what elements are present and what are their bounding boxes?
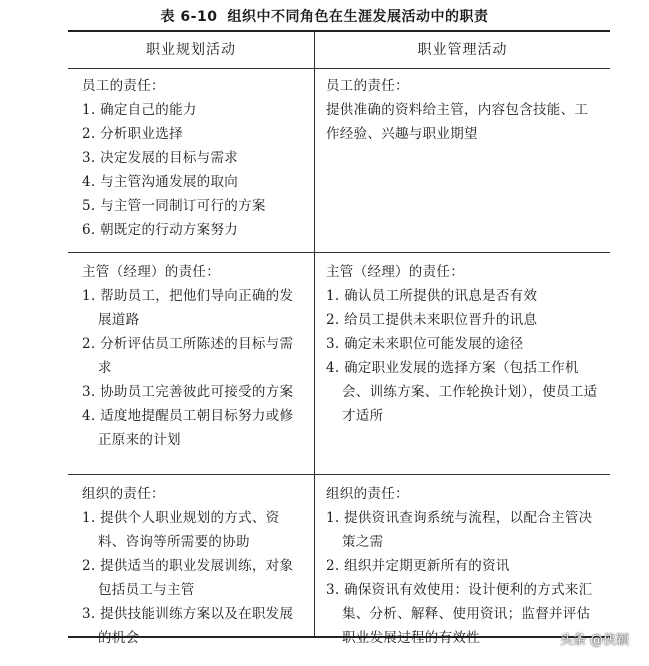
list-item: 4. 与主管沟通发展的取向 bbox=[82, 174, 239, 190]
manager-planning-cell bbox=[82, 260, 306, 452]
header-left: 职业规划活动 bbox=[146, 42, 236, 58]
organization-planning-cell bbox=[82, 482, 306, 650]
list-item: 提供准确的资料给主管，内容包含技能、工作经验、兴趣与职业期望 bbox=[326, 102, 589, 142]
list-item: 1. 提供资讯查询系统与流程，以配合主管决策之需 bbox=[326, 510, 593, 550]
cell-label: 组织的责任： bbox=[326, 486, 409, 502]
list-item: 1. 帮助员工，把他们导向正确的发展道路 bbox=[82, 288, 294, 328]
list-item: 2. 分析评估员工所陈述的目标与需求 bbox=[82, 336, 294, 376]
list-item: 3. 提供技能训练方案以及在职发展的机会 bbox=[82, 606, 294, 646]
manager-management-cell bbox=[326, 260, 602, 428]
table-number: 表 6-10 bbox=[160, 9, 218, 25]
table-title-text: 组织中不同角色在生涯发展活动中的职责 bbox=[227, 9, 489, 25]
list-item: 1. 确认员工所提供的讯息是否有效 bbox=[326, 288, 538, 304]
cell-label: 员工的责任： bbox=[82, 78, 165, 94]
cell-label: 员工的责任： bbox=[326, 78, 409, 94]
list-item: 5. 与主管一同制订可行的方案 bbox=[82, 198, 266, 214]
list-item: 3. 协助员工完善彼此可接受的方案 bbox=[82, 384, 294, 400]
list-item: 3. 确保资讯有效使用：设计便利的方式来汇集、分析、解释、使用资讯；监督并评估职业发展过程的有效性 bbox=[326, 582, 593, 646]
list-item: 2. 提供适当的职业发展训练，对象包括员工与主管 bbox=[82, 558, 294, 598]
list-item: 4. 确定职业发展的选择方案（包括工作机会、训练方案、工作轮换计划），使员工适才适所 bbox=[326, 360, 598, 424]
list-item: 3. 确定未来职位可能发展的途径 bbox=[326, 336, 524, 352]
header-right: 职业管理活动 bbox=[417, 42, 508, 58]
cell-label: 主管（经理）的责任： bbox=[82, 264, 220, 280]
cell-label: 组织的责任： bbox=[82, 486, 165, 502]
row-divider-2 bbox=[68, 474, 610, 475]
employee-management-cell bbox=[326, 74, 598, 146]
list-item: 4. 适度地提醒员工朝目标努力或修正原来的计划 bbox=[82, 408, 294, 448]
list-item: 6. 朝既定的行动方案努力 bbox=[82, 222, 239, 238]
column-divider bbox=[314, 32, 315, 636]
list-item: 1. 确定自己的能力 bbox=[82, 102, 197, 118]
list-item: 1. 提供个人职业规划的方式、资料、咨询等所需要的协助 bbox=[82, 510, 280, 550]
list-item: 2. 组织并定期更新所有的资讯 bbox=[326, 558, 510, 574]
employee-planning-cell bbox=[82, 74, 304, 242]
row-divider-1 bbox=[68, 252, 610, 253]
watermark-label: 头条 @侠颖 bbox=[559, 633, 629, 648]
header-divider bbox=[68, 68, 610, 69]
table-title bbox=[0, 6, 649, 26]
cell-label: 主管（经理）的责任： bbox=[326, 264, 464, 280]
list-item: 2. 分析职业选择 bbox=[82, 126, 183, 142]
organization-management-cell bbox=[326, 482, 602, 650]
list-item: 2. 给员工提供未来职位晋升的讯息 bbox=[326, 312, 538, 328]
list-item: 3. 决定发展的目标与需求 bbox=[82, 150, 239, 166]
